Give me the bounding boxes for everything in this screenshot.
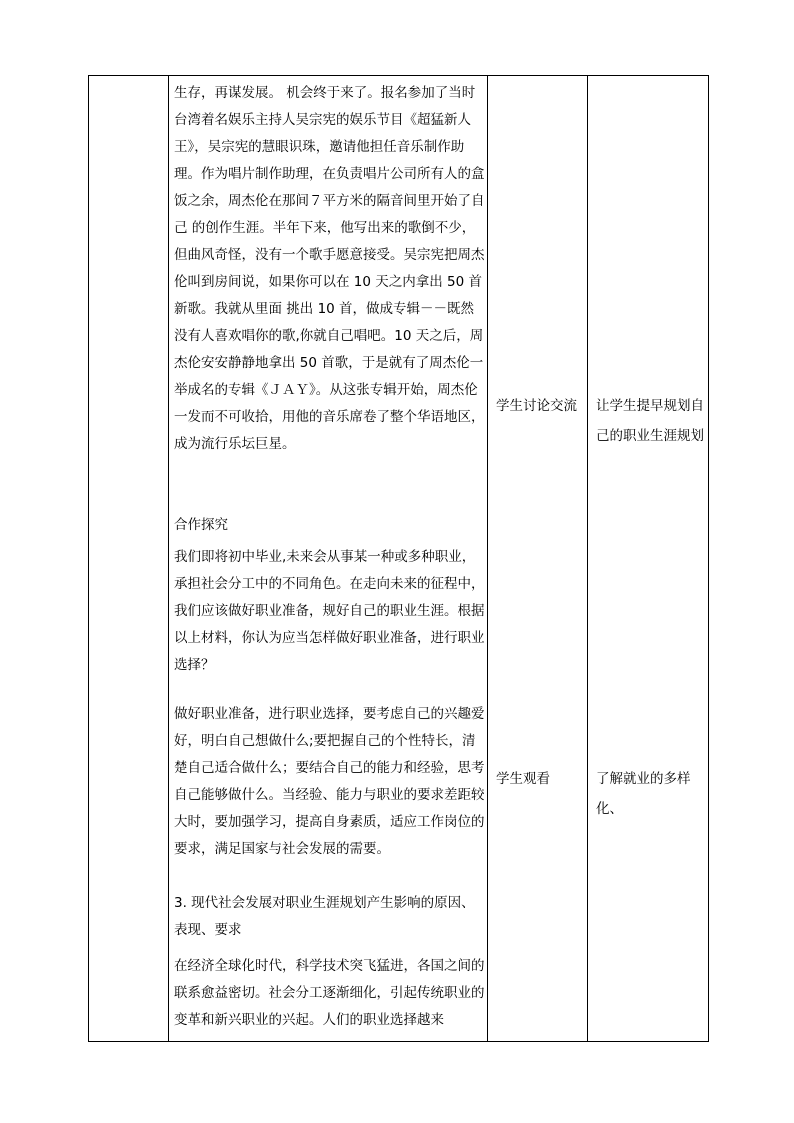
point-3-heading: 3. 现代社会发展对职业生涯规划产生影响的原因、表现、要求 bbox=[174, 895, 475, 938]
table-row bbox=[89, 76, 709, 1042]
inquiry-question-paragraph: 我们即将初中毕业,未来会从事某一种或多种职业，承担社会分工中的不同角色。在走向未来的征程中，我们应该做好职业准备，规好自己的职业生涯。根据以上材料，你认为应当怎样做好职业准备，进行职业选择？ bbox=[174, 549, 485, 673]
lesson-plan-table bbox=[88, 75, 709, 1042]
teaching-content-cell bbox=[169, 76, 488, 1042]
design-intent-job-diversity: 了解就业的多样化、 bbox=[596, 771, 691, 817]
globalization-paragraph: 在经济全球化时代，科学技术突飞猛进，各国之间的联系愈益密切。社会分工逐渐细化，引起传统职业的变革和新兴职业的兴起。人们的职业选择越来 bbox=[174, 958, 485, 1028]
design-intent-career-planning: 让学生提早规划自己的职业生涯规划 bbox=[596, 398, 704, 444]
story-paragraph: 生存，再谋发展。 机会终于来了。报名参加了当时台湾着名娱乐主持人吴宗宪的娱乐节目《超猛新人王》，吴宗宪的慧眼识珠，邀请他担任音乐制作助理。作为唱片制作助理，在负责唱片公司所有人的盒饭之余，周杰伦在那间７平方米的隔音间里开始了自己 的创作生涯。半年下来，他写出来的歌倒不少，但曲风奇怪，没有一个歌手愿意接受。吴宗宪把周杰伦叫到房间说，如果你可以在 10 天之内拿出 50 首新歌。我就从里面 挑出 10 首，做成专辑－－既然没有人喜欢唱你的歌,你就自己唱吧。10 天之后，周杰伦安安静静地拿出 50 首歌，于是就有了周杰伦一举成名的专辑《ＪＡＹ》。从这张专辑开始，周杰伦一发而不可收拾，用他的音乐席卷了整个华语地区，成为流行乐坛巨星。 bbox=[174, 85, 485, 452]
answer-paragraph: 做好职业准备，进行职业选择，要考虑自己的兴趣爱好，明白自己想做什么;要把握自己的个性特长，清楚自己适合做什么；要结合自己的能力和经验，思考自己能够做什么。当经验、能力与职业的要求差距较大时，要加强学习，提高自身素质，适应工作岗位的要求，满足国家与社会发展的需要。 bbox=[174, 706, 485, 857]
student-activity-cell bbox=[488, 76, 588, 1042]
design-intent-cell bbox=[588, 76, 709, 1042]
section-heading-cooperative-inquiry: 合作探究 bbox=[174, 517, 228, 533]
empty-first-column bbox=[89, 76, 169, 1042]
student-activity-watch: 学生观看 bbox=[496, 771, 550, 787]
student-activity-discuss: 学生讨论交流 bbox=[496, 398, 577, 414]
